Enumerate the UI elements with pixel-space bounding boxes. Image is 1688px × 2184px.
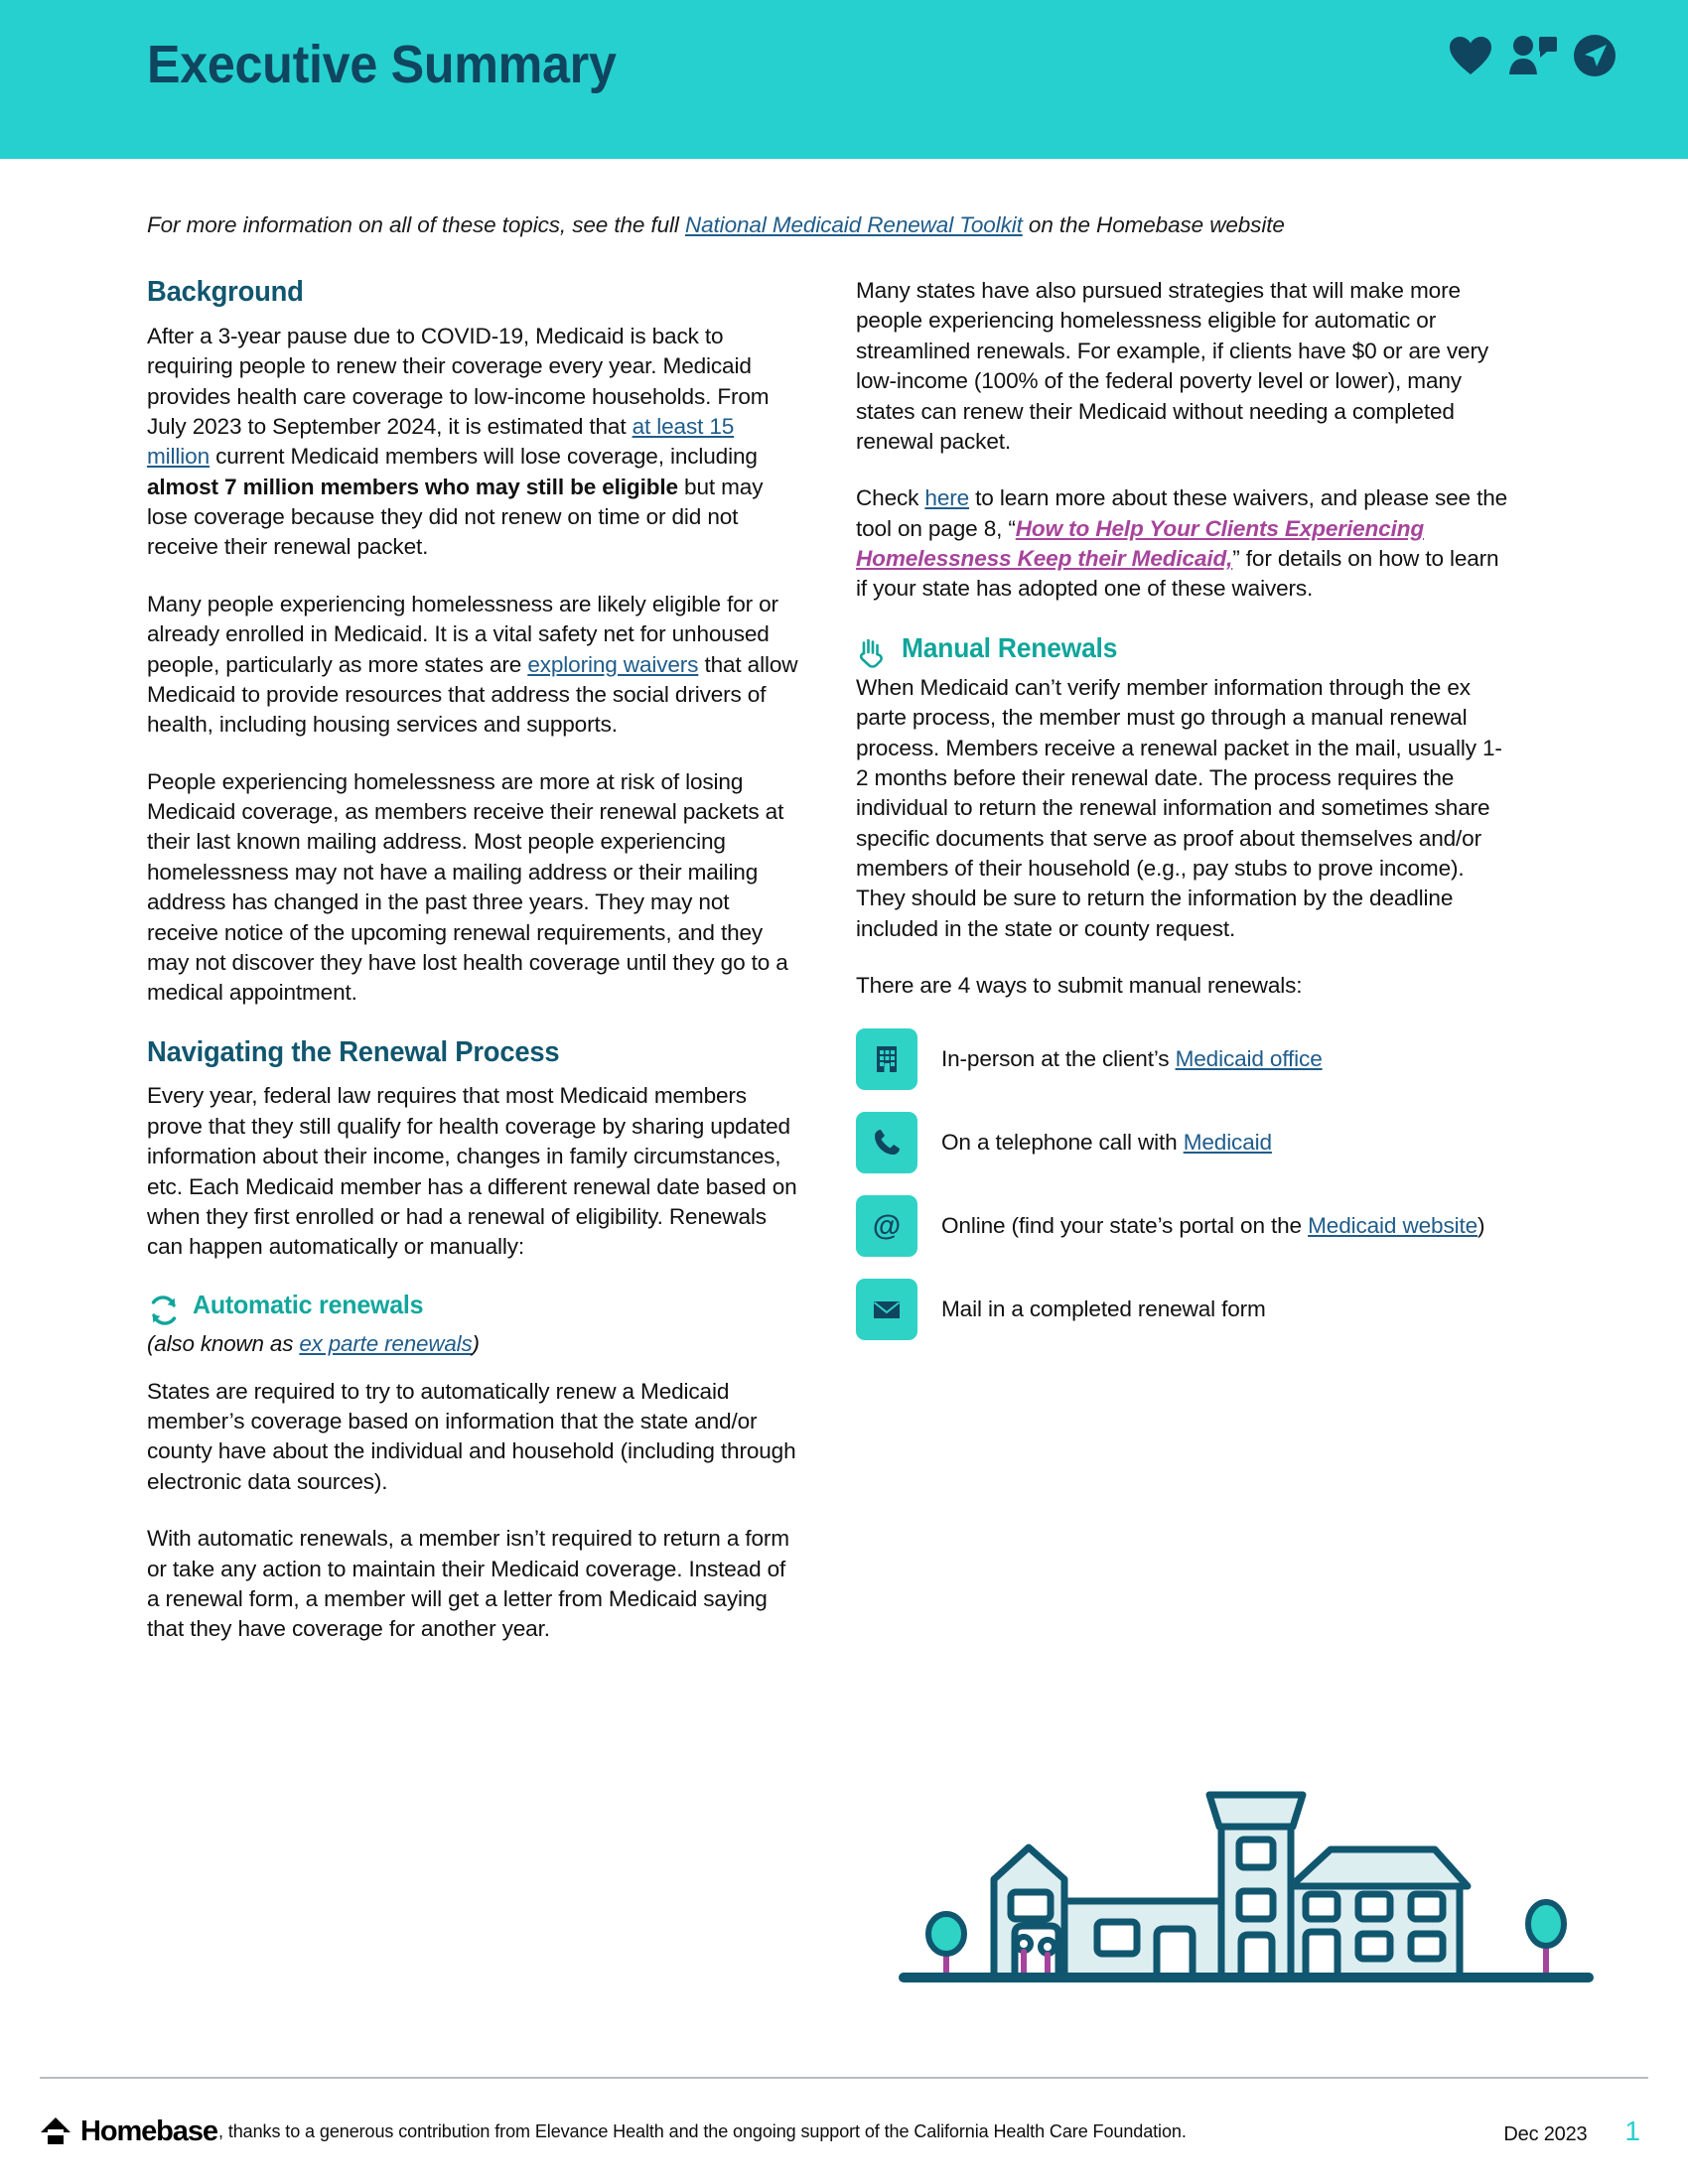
- subhead-manual-label: Manual Renewals: [902, 631, 1118, 663]
- right-p2-part-a: Check: [856, 485, 925, 511]
- auto-note-after: ): [472, 1330, 480, 1356]
- here-link[interactable]: here: [924, 485, 970, 511]
- list-item[interactable]: [856, 1112, 1511, 1173]
- heading-navigating-renewal-process: Navigating the Renewal Process: [147, 1035, 560, 1068]
- right-p2-part-c: ” for details on how to learn if your state has adopted one of these waivers.: [856, 546, 1499, 602]
- heart-icon: [1448, 35, 1493, 76]
- how-to-help-your-clients-tool-link[interactable]: How to Help Your Clients Experiencing Homelessness Keep their Medicaid,: [856, 515, 1424, 571]
- footer-divider: [40, 2077, 1648, 2079]
- manual-paragraph-1: When Medicaid can’t verify member information through the ex parte process, the member must go through a manual renewal process. Members receive a renewal packet in the mail, usually 1-2 months before their renewal date. The process requires the individual to return the renewal information and sometimes share specific documents that serve as proof about themselves and/or members of their household (e.g., pay stubs to prove income). They should be sure to return the information by the deadline included in the state or county request.: [856, 674, 1502, 941]
- office-building-icon: [856, 1028, 917, 1090]
- opt3-before: Mail in a completed renewal form: [941, 1296, 1266, 1321]
- envelope-icon: [856, 1279, 917, 1340]
- intro-before: For more information on all of these topics, see the full: [147, 212, 685, 237]
- person-speech-bubble-icon: [1507, 35, 1559, 76]
- intro-line: [147, 210, 1557, 240]
- page-title: Executive Summary: [147, 35, 617, 94]
- city-buildings-illustration: [894, 1747, 1628, 2045]
- navigating-paragraph-1: Every year, federal law requires that most Medicaid members prove that they still qualify for health coverage by sharing updated information about their income, changes in family circumstances, etc. Each Medicaid member has a different renewal date based on when they first enrolled or had a renewal of eligibility. Renewals can happen automatically or manually:: [147, 1083, 797, 1260]
- medicaid-website-link[interactable]: Medicaid website: [1308, 1212, 1478, 1238]
- medicaid-link[interactable]: Medicaid: [1183, 1129, 1272, 1155]
- at-sign-icon: [856, 1195, 917, 1257]
- exploring-waivers-link[interactable]: exploring waivers: [527, 651, 699, 677]
- right-paragraph-2: [856, 483, 1511, 605]
- option-label-online: [941, 1211, 1484, 1241]
- auto-note-before: (also known as: [147, 1330, 300, 1356]
- option-label-telephone: [941, 1128, 1272, 1158]
- refresh-cycle-icon: [147, 1294, 181, 1327]
- at-least-15-million-link[interactable]: at least 15 million: [147, 413, 735, 470]
- opt2-after: ): [1477, 1212, 1485, 1238]
- homebase-logo: [40, 2116, 217, 2148]
- list-item[interactable]: [856, 1195, 1511, 1257]
- ex-parte-renewals-link[interactable]: ex parte renewals: [299, 1330, 473, 1356]
- medicaid-office-link[interactable]: Medicaid office: [1175, 1045, 1323, 1071]
- option-label-mail: [941, 1295, 1266, 1324]
- option-label-in-person: [941, 1044, 1323, 1074]
- compass-navigation-icon: [1573, 34, 1617, 77]
- list-item[interactable]: [856, 1028, 1511, 1090]
- header-icon-group: [1448, 34, 1617, 77]
- footer-date: Dec 2023: [1503, 2123, 1588, 2145]
- bg-p1-part-b: current Medicaid members will lose coverage, including: [209, 444, 758, 470]
- opt1-before: On a telephone call with: [941, 1129, 1184, 1155]
- bg-p1-part-a: After a 3-year pause due to COVID-19, Medicaid is back to requiring people to renew their coverage every year. Medicaid provides health care coverage to low-income households. From July 2023 to September 2024, it is estimated that: [147, 323, 770, 439]
- footer-credit-text: , thanks to a generous contribution from Elevance Health and the ongoing support of the California Health Care Foundation.: [217, 2120, 1187, 2141]
- svg-text:@: @: [872, 1209, 902, 1242]
- background-paragraph-2: [147, 590, 802, 741]
- heading-background: Background: [147, 276, 304, 308]
- intro-after: on the Homebase website: [1022, 212, 1285, 237]
- page-number: 1: [1624, 2116, 1640, 2146]
- subhead-automatic-label: Automatic renewals: [193, 1289, 424, 1319]
- bg-p1-part-c: but may lose coverage because they did not renew on time or did not receive their renewal packet.: [147, 474, 764, 560]
- list-item[interactable]: [856, 1279, 1511, 1340]
- right-paragraph-1: Many states have also pursued strategies that will make more people experiencing homelessness eligible for automatic or streamlined renewals. For example, if clients have $0 or are very low-income (100% of the federal poverty level or lower), many states can renew their Medicaid without needing a completed renewal packet.: [856, 278, 1488, 454]
- right-column: [856, 276, 1511, 1362]
- right-p2-part-b: to learn more about these waivers, and please see the tool on page 8, “: [856, 485, 1508, 541]
- background-paragraph-1: [147, 322, 802, 563]
- manual-paragraph-2: There are 4 ways to submit manual renewals:: [856, 973, 1303, 999]
- national-medicaid-renewal-toolkit-link[interactable]: National Medicaid Renewal Toolkit: [684, 212, 1023, 237]
- manual-renewal-options-list: [856, 1028, 1511, 1340]
- automatic-renewals-note: [147, 1331, 802, 1357]
- left-column: [147, 276, 802, 1645]
- opt0-before: In-person at the client’s: [941, 1045, 1176, 1071]
- homebase-wordmark: Homebase: [80, 2115, 217, 2147]
- bg-p1-bold: almost 7 million members who may still be eligible: [147, 474, 678, 499]
- telephone-icon: [856, 1112, 917, 1173]
- home-roof-icon: [40, 2116, 71, 2146]
- automatic-paragraph-1: States are required to try to automatically renew a Medicaid member’s coverage based on information that the state and/or county have about the individual and household (including through electronic data sources).: [147, 1378, 796, 1494]
- bg-p2-part-b: that allow Medicaid to provide resources that address the social drivers of health, including housing services and supports.: [147, 651, 798, 738]
- footer-right-group: [1503, 2116, 1648, 2147]
- automatic-paragraph-2: With automatic renewals, a member isn’t required to return a form or take any action to maintain their Medicaid coverage. Instead of a renewal form, a member will get a letter from Medicaid saying that they have coverage for another year.: [147, 1526, 789, 1642]
- bg-p2-part-a: Many people experiencing homelessness are likely eligible for or already enrolled in Medicaid. It is a vital safety net for unhoused people, particularly as more states are: [147, 591, 778, 677]
- subhead-automatic-renewals: [147, 1290, 802, 1327]
- background-paragraph-3: People experiencing homelessness are more at risk of losing Medicaid coverage, as members receive their renewal packets at their last known mailing address. Most people experiencing homelessness may not have a mailing address or their mailing address has changed in the past three years. They may not receive notice of the upcoming renewal requirements, and they may not discover they have lost health coverage until they go to a medical appointment.: [147, 768, 788, 1006]
- page-footer: [40, 2097, 1648, 2166]
- subhead-manual-renewals: [856, 631, 1511, 669]
- hand-raised-icon: [856, 635, 890, 669]
- page-header-band: [0, 0, 1688, 159]
- opt2-before: Online (find your state’s portal on the: [941, 1212, 1309, 1238]
